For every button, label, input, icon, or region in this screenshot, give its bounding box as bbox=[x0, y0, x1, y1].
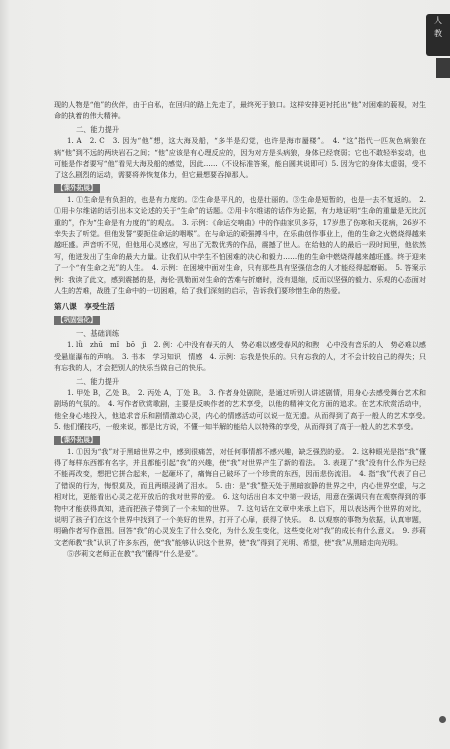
lesson-title: 第八课 享受生活 bbox=[54, 301, 115, 311]
corner-tab-sub: 教 bbox=[434, 29, 442, 38]
corner-tab bbox=[426, 14, 450, 56]
answer-content bbox=[54, 99, 434, 560]
tag-extension-1: 【课外拓展】 bbox=[54, 184, 100, 193]
extension-answers-1: 1. ①生命是有负担的，也是有力度的。②生命是平凡的，也是壮丽的。③生命是短暂的，也是一去不复返的。 2. ①用卡尔维诺的话引出本文论述的关于“生命”的话题。②用卡尔维诺的话作为论据，有力地证明“生命的重量是无比沉重的”，作为“生命是有力度的”的观点。 3. 示例：《命运交响曲》中的作曲家贝多芬，17岁患了伤寒和天花病，26岁不幸失去了听觉。但他发誓“要扼住命运的咽喉”。在与命运的顽强搏斗中，在乐曲创作事业上，他的生命之火燃烧得越来越旺盛。声音听不见，但他用心灵感应，写出了无数优秀的作品，震撼了世人。在给他的人的最后一段时间里，他依然写，他迸发出了生命的最大力量。让我们从中学生不怕困难的决心和毅力……他的生命中燃烧得越来越旺盛。终于迎来了一个“有生命之光”的人生。 4. 示例：在困境中面对生命，只有那些具有坚强信念的人才能经得起磨砺。 5. 答案示例：我读了此文，感到震撼的是，海伦·凯勒面对生命的苦难与折磨时，没有退缩，反而以坚强的毅力、乐观的心态面对人生的苦难，战胜了生命中的一切困难，给了我们深刻的启示，告诉我们要珍惜生命的热爱。 bbox=[54, 194, 426, 296]
section-heading-ability: 二、能力提升 bbox=[76, 124, 120, 134]
top-paragraph: 现的人物是“他”的伙伴，由于自私，在回归的路上先走了，最终死于狼口。这样安排更衬托出“他”对困难的藐视，对生命的执着的伟大精神。 bbox=[54, 100, 426, 121]
section-heading-ability-2: 二、能力提升 bbox=[76, 376, 120, 386]
corner-tab-glyph: 人 bbox=[434, 16, 442, 25]
basic-answers: 1. lǜ zhū mǐ bō jì 2. 例：心中没有春天的人 势必难以感受春风的和煦 心中没有音乐的人 势必难以感受悬崖瀑布的声响。 3. 书本 学习知识 情感 4. 示例：忘我是快乐的。只有忘我的人，才不会计较自己的得失；只有忘我的人，才会把别人的快乐当做自己的快乐。 bbox=[54, 340, 426, 373]
page-corner-dot bbox=[439, 716, 446, 723]
tag-extension-2: 【课外拓展】 bbox=[54, 436, 100, 445]
extension-answers-2: 1. ①因为“我”对于黑暗世界之中，感到很痛苦，对任何事情都不感兴趣，缺乏强烈的爱。 2. 这种眼光是指“我”懂得了每样东西都有名字，并且都能引起“我”的兴趣，使“我”对世界产生了新的看法。 3. 表现了“我”没有什么作为已经不能再改变，想把它拼合起来，一起砸坏了，痛悔自己破坏了一个珍贵的东西，因而悲伤流泪。 4. 指“我”代表了自己了错误的行为，悔恨莫及，而且两眼浸满了泪水。 5. 由：是“我”整天处于黑暗寂静的世界之中，内心世界空虚，与之相对比，更能看出心灵之花开放后的我对世界的爱。 6. 这句话出自本文中第一段话，用意在强调只有在观察得到的事物中才能获得真知，进而把孩子带到了一个未知的世界。 7. 这句话在文章中来承上启下，用以表达两个世界的对比，说明了孩子们在这个世界中找到了一个美好的世界，打开了心扉，获得了快乐。 8. 以观察的事物为依据，认真审题，明确作者写作意图。回答“我”的心灵发生了什么变化，为什么发生变化，这些变化对“我”的成长有什么意义。 9. 莎莉文老师教“我”认识了许多东西，使“我”能够认识这个世界，使“我”得到了光明、希望，使“我”从黑暗走向光明。 bbox=[54, 446, 426, 547]
extension-answers-2-end: ⑤莎莉文老师正在教“我”懂得“什么是爱”。 bbox=[67, 549, 203, 559]
page-edge-shadow bbox=[0, 0, 10, 749]
tag-consolidation: 【巩固强化】 bbox=[54, 316, 100, 325]
section-heading-basic: 一、基础训练 bbox=[76, 328, 120, 338]
ability-answers-2: 1. 甲处 B，乙处 B。 2. 丙处 A，丁处 B。 3. 作者身处剧院，是通过听别人讲述剧情，用身心去感受舞台艺术和剧场的气氛的。 4. 写作者欣赏歌剧，主要是反映作者的艺术享受，以他的精神文化方面的追求。在艺术欣赏活动中，他全身心地投入，他追求音乐和剧情激动心灵，内心的情感活动可以说一览无遗。从而得到了高于一般人的艺术享受。 5. 他们懂技巧，一般来说，都是比方说，不懂一知半解的能给人以特殊的享受，从而得到了高于一般人的艺术享受。 bbox=[54, 387, 434, 432]
ability-answers: 1. A 2. C 3. 因为“他”想，这大海及船，“多半是幻觉，也许是海市蜃楼”。 4. “这”指代一匹灰色病狼在病“他”到不远的两块岩石之间；“他”应该是有心理反应的，因为对方是头病狼，身体已经衰弱；它也不敢轻举妄动，也可能是作者要写“他”看见大海及船的感觉，因此……（不设标准答案，能自圆其说即可）5. 因为它的身体太虚弱，受不了这么剧烈的运动，需要将养恢复体力，但它最想要吞掉那人。 bbox=[54, 136, 426, 180]
corner-bar bbox=[436, 58, 450, 78]
